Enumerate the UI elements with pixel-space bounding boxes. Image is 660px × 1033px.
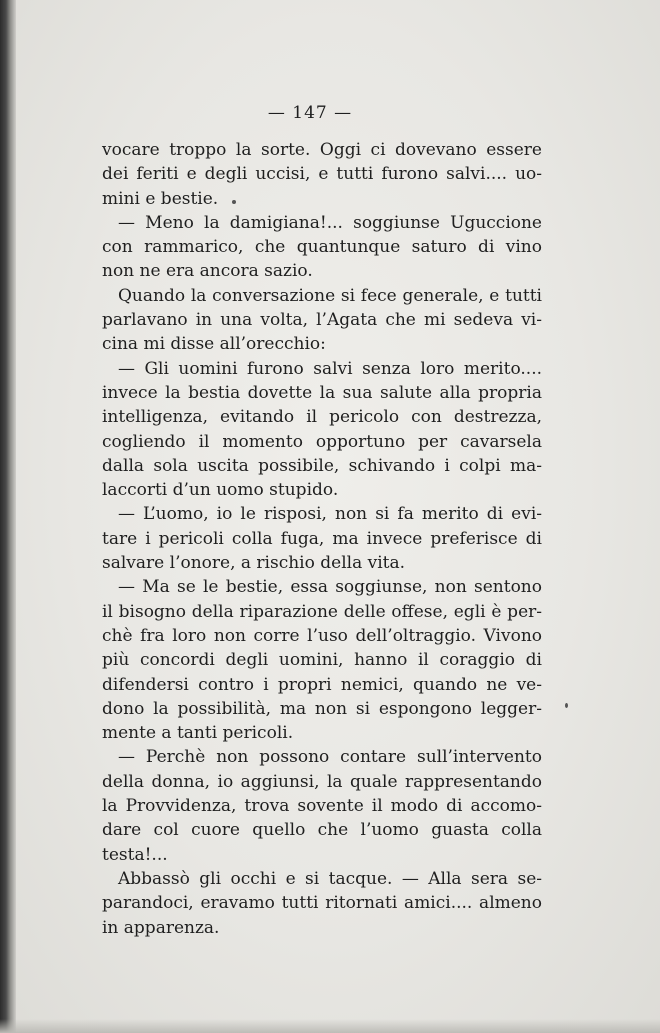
text-line: mini e bestie. <box>102 188 219 209</box>
text-line: difendersi contro i propri nemici, quando ne ve- <box>102 674 542 695</box>
text-line: la Provvidenza, trova sovente il modo di accomo- <box>102 796 542 817</box>
text-line: parandoci, eravamo tutti ritornati amici.... almeno <box>102 893 542 914</box>
text-line: chè fra loro non corre l’uso dell’oltraggio. Vivono <box>102 625 542 646</box>
text-line: cina mi disse all’orecchio: <box>102 334 326 355</box>
ink-speck <box>232 200 236 204</box>
text-line: — L’uomo, io le risposi, non si fa merito di evi- <box>118 504 542 525</box>
text-line: intelligenza, evitando il pericolo con destrezza, <box>102 407 542 428</box>
text-line: non ne era ancora sazio. <box>102 261 313 282</box>
text-line: mente a tanti pericoli. <box>102 723 294 744</box>
text-line: cogliendo il momento opportuno per cavarsela <box>102 431 542 452</box>
page-bottom-shadow <box>0 1019 660 1033</box>
text-line: con rammarico, che quantunque saturo di vino <box>102 237 542 258</box>
text-line: dare col cuore quello che l’uomo guasta colla <box>102 820 542 841</box>
page-number: — 147 — <box>267 103 353 123</box>
body-text <box>102 138 542 940</box>
text-line: della donna, io aggiunsi, la quale rappresentando <box>102 771 542 792</box>
text-line: dalla sola uscita possibile, schivando i colpi ma- <box>102 455 542 476</box>
text-line: laccorti d’un uomo stupido. <box>102 480 339 501</box>
ink-speck <box>565 703 568 708</box>
text-line: Quando la conversazione si fece generale, e tutti <box>118 285 542 306</box>
text-line: vocare troppo la sorte. Oggi ci dovevano essere <box>102 140 542 160</box>
text-line: — Perchè non possono contare sull’intervento <box>118 747 542 768</box>
text-line: — Meno la damigiana!... soggiunse Uguccione <box>118 212 542 233</box>
text-line: tare i pericoli colla fuga, ma invece preferisce di <box>102 528 542 549</box>
text-line: in apparenza. <box>102 917 220 938</box>
text-line: il bisogno della riparazione delle offese, egli è per- <box>102 601 542 622</box>
text-line: dei feriti e degli uccisi, e tutti furono salvi.... uo- <box>102 164 542 185</box>
binding-edge <box>0 0 16 1033</box>
text-line: invece la bestia dovette la sua salute alla propria <box>102 382 542 403</box>
text-line: più concordi degli uomini, hanno il coraggio di <box>102 650 542 671</box>
text-line: parlavano in una volta, l’Agata che mi sedeva vi- <box>102 310 542 331</box>
text-line: — Ma se le bestie, essa soggiunse, non sentono <box>118 577 542 598</box>
text-line: dono la possibilità, ma non si espongono legger- <box>102 698 542 719</box>
text-line: — Gli uomini furono salvi senza loro merito.... <box>118 358 542 379</box>
text-line: testa!... <box>102 844 168 865</box>
text-line: Abbassò gli occhi e si tacque. — Alla sera se- <box>118 868 542 889</box>
text-line: salvare l’onore, a rischio della vita. <box>102 553 406 574</box>
